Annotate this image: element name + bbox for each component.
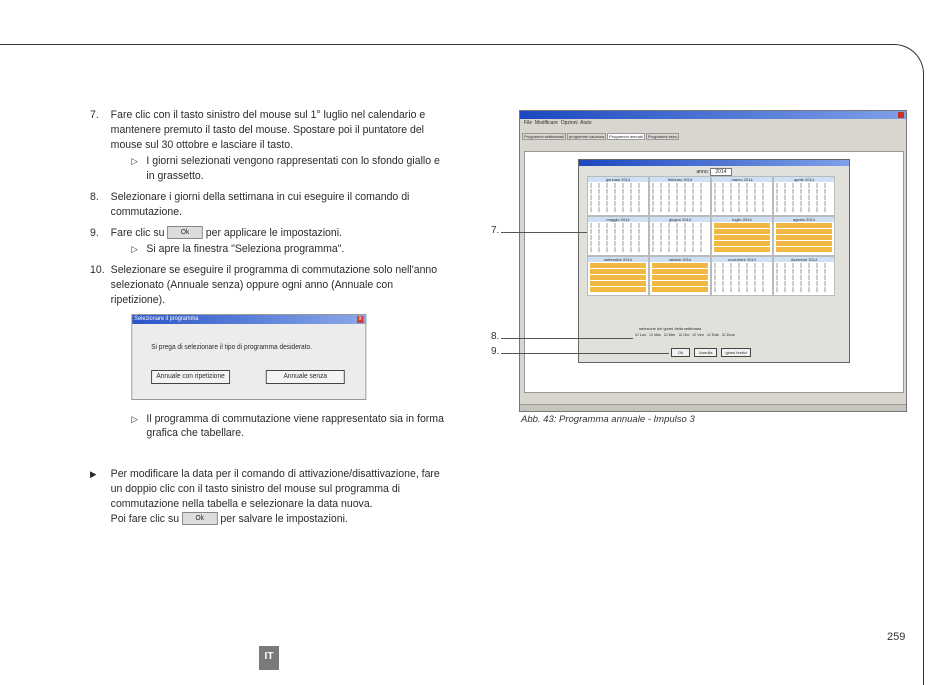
cancel-button[interactable]: Annulla [694,348,717,357]
week-row [776,241,832,246]
month-title: novembre 2014 [712,257,772,262]
week-row [714,287,770,292]
note-text: per salvare le impostazioni. [220,512,348,525]
step-text: Fare clic con il tasto sinistro del mouse sul 1° luglio nel calendario e mantenere premuto il tasto del mouse. Spostare poi il puntatore del mouse sul 30 ottobre e lasciare il tasto. [110,109,426,151]
callout-line-7 [501,232,587,233]
page-number: 259 [887,631,906,643]
week-row [714,263,770,268]
status-bar [520,404,906,411]
week-row [714,201,770,206]
close-icon[interactable] [898,112,904,118]
figure-caption: Abb. 43: Programma annuale - Impulso 3 [521,414,695,425]
app-titlebar [520,111,906,119]
step-number: 8. [90,190,99,203]
step-8 [90,190,447,220]
tab-astro[interactable]: Programmi astro [647,134,678,139]
step-text: per applicare le impostazioni. [205,226,343,239]
week-row [776,183,832,188]
month-calendar[interactable] [587,256,649,296]
weekday-checkbox[interactable]: ☑ Mar [649,332,661,337]
weekday-checkbox[interactable]: ☑ Gio [678,332,690,337]
calendar-buttons [671,348,751,357]
annual-repeat-button[interactable]: Annuale con ripetizione [151,370,230,384]
step-9 [90,226,447,258]
week-row [590,263,646,268]
week-row [652,183,708,188]
weekday-checkbox[interactable]: ☑ Lun [635,332,647,337]
close-icon[interactable]: x [358,315,362,322]
week-row [590,287,646,292]
dialog-title: Selezionare il programma [134,315,199,322]
week-row [714,195,770,200]
callout-8: 8. [491,331,500,342]
step-text: Fare clic su [110,226,165,239]
week-row [776,195,832,200]
month-title: agosto 2014 [774,217,834,222]
annual-without-button[interactable]: Annuale senza [266,370,345,384]
dialog-titlebar [132,315,365,324]
week-row [590,189,646,194]
week-row [590,281,646,286]
month-calendar[interactable] [711,256,773,296]
week-row [652,223,708,228]
week-row [776,235,832,240]
menu-modify[interactable]: Modificare [534,120,558,126]
week-row [714,281,770,286]
ok-button-image: Ok [167,226,203,239]
ok-button[interactable]: Ok [671,348,690,357]
menu-help[interactable]: Aiuto [580,120,592,126]
year-input[interactable]: 2014 [710,168,731,176]
step-number: 7. [90,109,99,121]
week-row [714,207,770,212]
step-10 [90,263,447,441]
note [90,467,447,526]
select-program-dialog [131,314,366,400]
week-row [776,247,832,252]
month-title: gennaio 2014 [588,177,648,182]
week-row [590,241,646,246]
language-badge: IT [259,646,279,670]
week-row [776,207,832,212]
week-row [652,235,708,240]
month-calendar[interactable] [711,216,773,256]
week-row [714,183,770,188]
week-row [714,275,770,280]
year-selector [579,169,849,175]
week-row [590,201,646,206]
month-title: marzo 2014 [712,177,772,182]
week-row [776,223,832,228]
month-calendar[interactable] [587,216,649,256]
week-row [714,269,770,274]
weekday-checkbox[interactable]: ☑ Dom [721,332,736,337]
week-row [714,189,770,194]
week-row [776,263,832,268]
week-row [776,201,832,206]
step-text: Selezionare i giorni della settimana in cui eseguire il comando di commutazione. [110,190,410,218]
arrow-right-icon: ▶ [90,469,97,480]
week-row [652,281,708,286]
week-row [776,281,832,286]
triangle-icon: ▷ [131,156,138,167]
week-row [590,223,646,228]
holidays-button[interactable]: giorni festivi [721,348,750,357]
week-row [590,183,646,188]
week-row [590,195,646,200]
week-row [652,229,708,234]
tab-holiday[interactable]: programmi vacanza [568,134,605,139]
week-row [590,269,646,274]
step-text: Selezionare se eseguire il programma di commutazione solo nell'anno selezionato (Annuale senza) oppure ogni anno (Annuale con ripetizione). [110,264,438,306]
month-calendar[interactable] [649,256,711,296]
callout-line-8 [501,338,633,339]
year-label: anno: [696,169,709,175]
week-row [776,287,832,292]
week-row [652,207,708,212]
month-calendar[interactable] [649,176,711,216]
calendar-dialog [578,159,850,363]
result-text: Il programma di commutazione viene rappresentato sia in forma grafica che tabellare. [146,412,444,440]
week-row [590,229,646,234]
step-number: 9. [90,226,99,239]
month-title: dicembre 2014 [774,257,834,262]
dialog-message: Si prega di selezionare il tipo di programma desiderato. [151,343,313,351]
month-calendar[interactable] [587,176,649,216]
triangle-icon: ▷ [131,244,138,255]
ok-button-image: Ok [182,512,218,525]
month-calendar[interactable] [649,216,711,256]
step-result [111,154,448,184]
step-result [111,412,448,442]
week-row [590,275,646,280]
triangle-icon: ▷ [131,413,138,424]
menu-bar [520,119,906,127]
week-row [652,189,708,194]
week-row [714,247,770,252]
month-calendar[interactable] [773,216,835,256]
weekday-label: selezione dei giorni della settimana [639,326,702,331]
menu-file[interactable]: File [524,120,533,126]
month-title: febbraio 2014 [650,177,710,182]
week-row [652,263,708,268]
callout-7: 7. [491,225,500,236]
menu-options[interactable]: Opzioni [560,120,578,126]
week-row [590,207,646,212]
tab-annual[interactable]: Programmi annuali [609,134,643,139]
tab-weekly[interactable]: Programmi settimanali [524,134,564,139]
week-row [652,201,708,206]
week-row [776,189,832,194]
step-result [111,242,448,257]
weekday-checkbox[interactable]: ☑ Sab [707,332,719,337]
software-screenshot [519,110,907,412]
month-title: ottobre 2014 [650,257,710,262]
instruction-text [90,108,447,526]
month-calendar[interactable] [711,176,773,216]
week-row [590,235,646,240]
weekday-checkbox[interactable]: ☑ Ven [692,332,705,337]
week-row [714,229,770,234]
week-row [652,275,708,280]
week-row [776,229,832,234]
year-calendar [587,176,837,294]
step-number: 10. [90,264,105,277]
week-row [652,247,708,252]
callout-9: 9. [491,346,500,357]
month-calendar[interactable] [773,256,835,296]
month-title: giugno 2014 [650,217,710,222]
week-row [652,269,708,274]
program-tabs [520,133,906,140]
month-title: settembre 2014 [588,257,648,262]
note-text: Per modificare la data per il comando di attivazione/disattivazione, fare un doppio clic con il tasto sinistro del mouse sul programma di commutazione nella tabella e selezionare la data nuova. [110,468,440,510]
month-title: luglio 2014 [712,217,772,222]
calendar-dialog-titlebar [579,160,849,166]
note-text: Poi fare clic su [110,512,180,525]
week-row [776,275,832,280]
week-row [652,195,708,200]
week-row [714,235,770,240]
weekday-checkboxes [635,332,735,337]
week-row [714,241,770,246]
week-row [714,223,770,228]
step-7 [90,108,447,184]
month-calendar[interactable] [773,176,835,216]
callout-line-9 [501,353,669,354]
week-row [590,247,646,252]
week-row [652,241,708,246]
weekday-checkbox[interactable]: ☑ Mer [663,332,676,337]
month-title: aprile 2014 [774,177,834,182]
month-title: maggio 2014 [588,217,648,222]
week-row [652,287,708,292]
result-text: I giorni selezionati vengono rappresentati con lo sfondo giallo e in grassetto. [146,155,440,183]
week-row [776,269,832,274]
result-text: Si apre la finestra "Seleziona programma". [146,243,345,256]
